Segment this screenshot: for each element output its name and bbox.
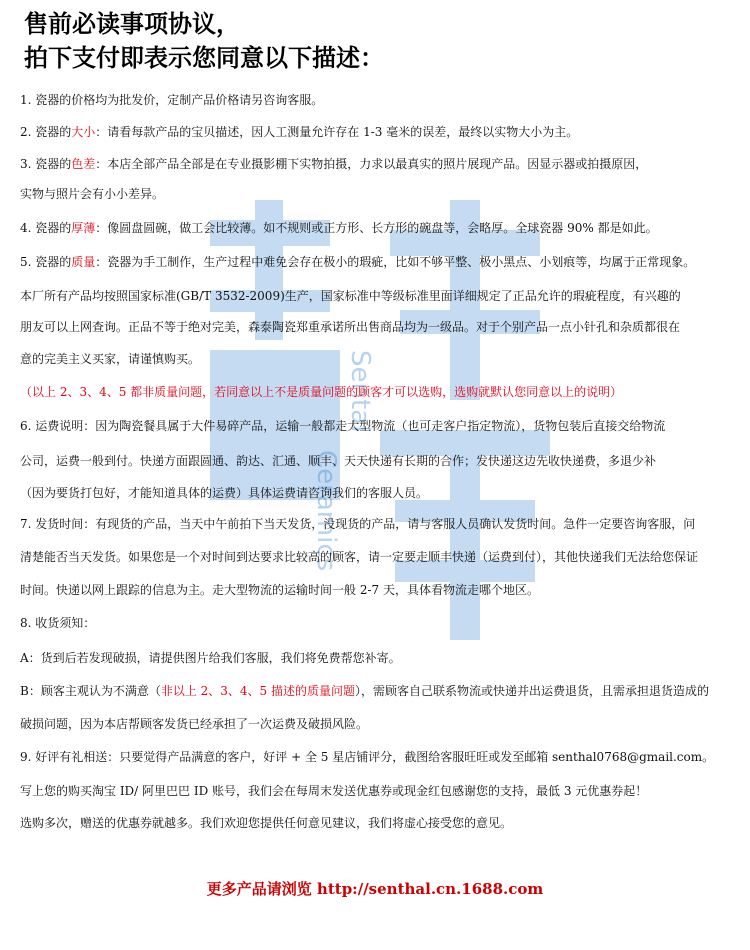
item-5-prefix: 5. 瓷器的: [20, 255, 72, 269]
watermark-text-1: Sentai: [345, 350, 375, 433]
quality-note: （以上 2、3、4、5 都非质量问题，若同意以上不是质量问题的顾客才可以选购，选购就默认您同意以上的说明）: [20, 385, 623, 399]
item-2-highlight: 大小: [71, 125, 96, 139]
item-8-b-prefix: B：顾客主观认为不满意（: [20, 684, 161, 698]
item-8: 8. 收货须知：: [20, 616, 96, 630]
item-8-b-highlight: 非以上 2、3、4、5 描述的质量问题: [160, 684, 355, 698]
item-8-b-cont: 破损问题，因为本店帮顾客发货已经承担了一次运费及破损风险。: [20, 717, 369, 731]
item-6-cont-2: （因为要货打包好，才能知道具体的运费）具体运费请咨询我们的客服人员。: [20, 486, 429, 500]
item-2: [20, 124, 734, 140]
page-title-line-2: 拍下支付即表示您同意以下描述：: [24, 44, 384, 72]
item-9: 9. 好评有礼相送：只要觉得产品满意的客户，好评 + 全 5 星店铺评分，截图给客服旺旺或发至邮箱 senthal0768@gmail.com。: [20, 750, 715, 764]
item-3-text: ：本店全部产品全部是在专业摄影棚下实物拍摄，力求以最真实的照片展现产品。因显示器或拍摄原因，: [95, 157, 648, 171]
item-8-b-text: ），需顾客自己联系物流或快递并出运费退货，且需承担退货造成的: [355, 684, 710, 698]
item-1: 1. 瓷器的价格均为批发价，定制产品价格请另咨询客服。: [20, 93, 324, 107]
item-5-highlight: 质量: [71, 255, 96, 269]
item-7-cont-1: 清楚能否当天发货。如果您是一个对时间到达要求比较高的顾客，请一定要走顺丰快递（运费到付），其他快递我们无法给您保证: [20, 550, 699, 564]
item-7-cont-2: 时间。快递以网上跟踪的信息为主。走大型物流的运输时间一般 2-7 天，具体看物流走哪个地区。: [20, 583, 539, 597]
item-4-text: ：像圆盘圆碗，做工会比较薄。如不规则或正方形、长方形的碗盘等，会略厚。全球瓷器 90% 都是如此。: [95, 221, 658, 235]
item-4: [20, 220, 734, 236]
item-7: 7. 发货时间：有现货的产品，当天中午前拍下当天发货，没现货的产品，请与客服人员确认发货时间。急件一定要咨询客服，问: [20, 517, 696, 531]
item-2-text: ：请看每款产品的宝贝描述，因人工测量允许存在 1-3 毫米的误差，最终以实物大小为主。: [95, 125, 579, 139]
item-6: 6. 运费说明：因为陶瓷餐具属于大件易碎产品，运输一般都走大型物流（也可走客户指定物流），货物包装后直接交给物流: [20, 419, 666, 433]
watermark-text-2: Ceramics: [311, 450, 341, 572]
item-3-cont: 实物与照片会有小小差异。: [20, 187, 165, 201]
footer-link[interactable]: 更多产品请浏览 http://senthal.cn.1688.com: [206, 880, 544, 898]
item-8-b: [20, 683, 734, 699]
item-3: [20, 156, 734, 172]
item-8-a: A：货到后若发现破损，请提供图片给我们客服，我们将免费帮您补寄。: [20, 651, 401, 665]
item-5-cont-2: 朋友可以上网查询。正品不等于绝对完美，森泰陶瓷郑重承诺所出售商品均为一级品。对于个别产品一点小针孔和杂质都很在: [20, 320, 681, 334]
item-2-prefix: 2. 瓷器的: [20, 125, 72, 139]
item-5-cont-1: 本厂所有产品均按照国家标准(GB/T 3532-2009)生产，国家标准中等级标准里面详细规定了正品允许的瑕疵程度，有兴趣的: [20, 289, 681, 303]
item-5: [20, 254, 734, 270]
item-5-cont-3: 意的完美主义买家，请谨慎购买。: [20, 352, 201, 366]
page-title-line-1: 售前必读事项协议，: [24, 10, 240, 38]
item-9-cont-2: 选购多次，赠送的优惠券就越多。我们欢迎您提供任何意见建议，我们将虚心接受您的意见。: [20, 816, 513, 830]
item-5-text: ：瓷器为手工制作，生产过程中难免会存在极小的瑕疵，比如不够平整、极小黑点、小划痕等，均属于正常现象。: [95, 255, 696, 269]
item-3-prefix: 3. 瓷器的: [20, 157, 72, 171]
item-6-cont-1: 公司，运费一般到付。快递方面跟圆通、韵达、汇通、顺丰、天天快递有长期的合作；发快递这边先收快递费，多退少补: [20, 454, 657, 468]
item-4-prefix: 4. 瓷器的: [20, 221, 72, 235]
item-3-highlight: 色差: [71, 157, 96, 171]
item-9-cont-1: 写上您的购买淘宝 ID/ 阿里巴巴 ID 账号，我们会在每周末发送优惠券或现金红包感谢您的支持，最低 3 元优惠券起！: [20, 784, 648, 798]
item-4-highlight: 厚薄: [71, 221, 96, 235]
